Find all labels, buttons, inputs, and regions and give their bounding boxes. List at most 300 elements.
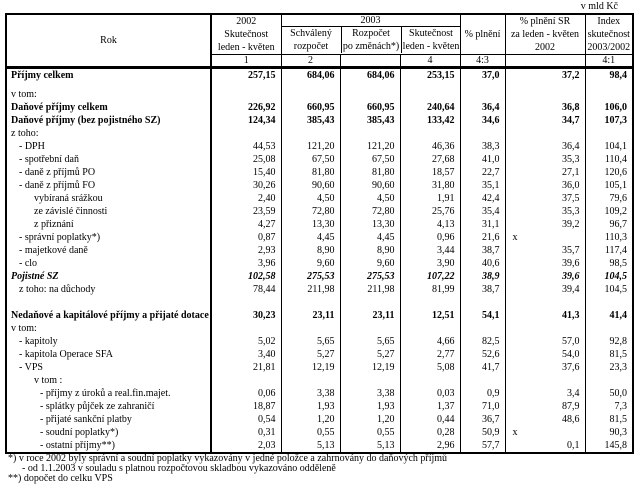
header-2002-line3: leden - květen bbox=[217, 42, 275, 53]
row-value: 96,7 bbox=[585, 218, 633, 231]
table-body bbox=[6, 68, 633, 453]
row-label: Nedaňové a kapitálové příjmy a přijaté dotace bbox=[11, 309, 209, 321]
header-index-l3: 2003/2002 bbox=[587, 42, 631, 53]
header-amended-l1: Rozpočet bbox=[352, 28, 390, 39]
table-row bbox=[6, 68, 633, 88]
row-value bbox=[585, 127, 633, 140]
row-value: 124,34 bbox=[211, 114, 281, 127]
row-value: 120,6 bbox=[585, 166, 633, 179]
row-value: 0,87 bbox=[211, 231, 281, 244]
row-value: 27,68 bbox=[400, 153, 460, 166]
row-value: 8,90 bbox=[281, 244, 340, 257]
row-value: 9,60 bbox=[281, 257, 340, 270]
row-label: - daně z příjmů PO bbox=[19, 166, 96, 178]
row-label: - daně z příjmů FO bbox=[19, 179, 96, 191]
row-value: 36,4 bbox=[460, 101, 505, 114]
row-value: 34,7 bbox=[505, 114, 585, 127]
row-value: 37,2 bbox=[505, 68, 585, 88]
row-value: 37,0 bbox=[460, 68, 505, 88]
row-value bbox=[340, 296, 400, 309]
row-value bbox=[460, 296, 505, 309]
row-value bbox=[340, 127, 400, 140]
row-value: 90,60 bbox=[281, 179, 340, 192]
table-row bbox=[6, 387, 633, 400]
row-value: 1,20 bbox=[340, 413, 400, 426]
row-label: Daňové příjmy (bez pojistného SZ) bbox=[11, 114, 161, 126]
row-label: z toho: bbox=[11, 127, 39, 139]
row-value bbox=[340, 88, 400, 101]
row-value: 18,87 bbox=[211, 400, 281, 413]
table-row bbox=[6, 322, 633, 335]
row-label: - ostatní příjmy**) bbox=[40, 439, 115, 451]
row-value: 257,15 bbox=[211, 68, 281, 88]
row-value: 39,6 bbox=[505, 257, 585, 270]
row-label: - clo bbox=[19, 257, 38, 269]
row-value: 25,76 bbox=[400, 205, 460, 218]
row-value: 226,92 bbox=[211, 101, 281, 114]
header-pct-sr-l2: za leden - květen bbox=[510, 29, 580, 40]
row-value bbox=[211, 296, 281, 309]
row-value: 81,99 bbox=[400, 283, 460, 296]
row-value: 385,43 bbox=[340, 114, 400, 127]
row-value: 41,7 bbox=[460, 361, 505, 374]
row-value: 4,66 bbox=[400, 335, 460, 348]
row-value: 52,6 bbox=[460, 348, 505, 361]
table-row bbox=[6, 413, 633, 426]
row-value: 54,0 bbox=[505, 348, 585, 361]
table-header bbox=[6, 14, 633, 68]
table-row bbox=[6, 309, 633, 322]
row-value: 12,19 bbox=[281, 361, 340, 374]
footnote-1: *) v roce 2002 byly správní a soudní poplatky vykazovány v jedné položce a zahrnovány do daňových příjmů bbox=[8, 453, 448, 464]
row-value: 81,5 bbox=[585, 348, 633, 361]
header-pct-sr-l1: % plnění SR bbox=[519, 16, 571, 27]
row-value: 12,19 bbox=[340, 361, 400, 374]
row-value: 67,50 bbox=[281, 153, 340, 166]
row-value: 41,0 bbox=[460, 153, 505, 166]
row-value bbox=[460, 374, 505, 387]
row-value: 4,50 bbox=[281, 192, 340, 205]
row-label: v tom: bbox=[11, 88, 37, 100]
header-approved-l2: rozpočet bbox=[293, 41, 329, 52]
unit-label: v mld Kč bbox=[580, 1, 618, 12]
row-value: 13,30 bbox=[281, 218, 340, 231]
header-pct-fulfilled: % plnění bbox=[460, 14, 505, 55]
row-value: 211,98 bbox=[281, 283, 340, 296]
row-value: 110,4 bbox=[585, 153, 633, 166]
row-value: 36,7 bbox=[460, 413, 505, 426]
row-value: 3,90 bbox=[400, 257, 460, 270]
row-value: 3,40 bbox=[211, 348, 281, 361]
row-value: 275,53 bbox=[281, 270, 340, 283]
row-value: 35,3 bbox=[505, 153, 585, 166]
row-value: 38,3 bbox=[460, 140, 505, 153]
row-value bbox=[585, 322, 633, 335]
row-value: 3,4 bbox=[505, 387, 585, 400]
row-value: 660,95 bbox=[340, 101, 400, 114]
row-value bbox=[281, 322, 340, 335]
row-value: 145,8 bbox=[585, 439, 633, 453]
row-value: 5,65 bbox=[281, 335, 340, 348]
row-value bbox=[460, 322, 505, 335]
row-value: 104,5 bbox=[585, 270, 633, 283]
table-row bbox=[6, 348, 633, 361]
table-row bbox=[6, 101, 633, 114]
header-2003-actual-l2: leden - květen bbox=[402, 41, 460, 52]
table-row bbox=[6, 296, 633, 309]
row-value: 1,20 bbox=[281, 413, 340, 426]
row-value bbox=[281, 127, 340, 140]
header-rok: Rok bbox=[6, 14, 211, 68]
row-value: 72,80 bbox=[340, 205, 400, 218]
row-label: Pojistné SZ bbox=[11, 270, 59, 282]
row-value: 37,5 bbox=[505, 192, 585, 205]
row-value: 7,3 bbox=[585, 400, 633, 413]
row-value bbox=[211, 88, 281, 101]
row-value: 22,7 bbox=[460, 166, 505, 179]
row-value bbox=[505, 322, 585, 335]
row-value: 105,1 bbox=[585, 179, 633, 192]
row-label: - kapitoly bbox=[19, 335, 58, 347]
row-value bbox=[400, 127, 460, 140]
row-value: 92,8 bbox=[585, 335, 633, 348]
row-value bbox=[505, 296, 585, 309]
table-row bbox=[6, 361, 633, 374]
row-value: 36,8 bbox=[505, 101, 585, 114]
row-value: 4,45 bbox=[281, 231, 340, 244]
row-value: 34,6 bbox=[460, 114, 505, 127]
row-value: 4,50 bbox=[340, 192, 400, 205]
row-value: 38,7 bbox=[460, 244, 505, 257]
row-value bbox=[585, 296, 633, 309]
table-row bbox=[6, 374, 633, 387]
table-row bbox=[6, 205, 633, 218]
row-value: 21,6 bbox=[460, 231, 505, 244]
row-value: 39,4 bbox=[505, 283, 585, 296]
col-number: 4:3 bbox=[460, 55, 505, 68]
row-value: 21,81 bbox=[211, 361, 281, 374]
table-row bbox=[6, 400, 633, 413]
row-label: v tom: bbox=[11, 322, 37, 334]
row-value: 0,28 bbox=[400, 426, 460, 439]
header-approved-budget bbox=[282, 27, 341, 53]
row-value: 0,31 bbox=[211, 426, 281, 439]
row-value: 18,57 bbox=[400, 166, 460, 179]
row-value: 54,1 bbox=[460, 309, 505, 322]
row-value: x bbox=[505, 231, 585, 244]
row-value bbox=[505, 374, 585, 387]
row-value: 41,3 bbox=[505, 309, 585, 322]
row-value: 38,9 bbox=[460, 270, 505, 283]
row-value: 90,60 bbox=[340, 179, 400, 192]
row-value: 0,96 bbox=[400, 231, 460, 244]
table-row bbox=[6, 140, 633, 153]
row-label: z toho: na důchody bbox=[19, 283, 96, 295]
row-value: 35,1 bbox=[460, 179, 505, 192]
row-value: 2,77 bbox=[400, 348, 460, 361]
footnotes bbox=[8, 454, 447, 484]
row-value: 44,53 bbox=[211, 140, 281, 153]
header-2003-group bbox=[281, 14, 460, 55]
row-value: 684,06 bbox=[281, 68, 340, 88]
row-value: 133,42 bbox=[400, 114, 460, 127]
row-label: v tom : bbox=[34, 374, 63, 386]
row-value: 0,1 bbox=[505, 439, 585, 453]
row-label: - kapitola Operace SFA bbox=[19, 348, 113, 360]
row-value: 107,22 bbox=[400, 270, 460, 283]
row-value: 87,9 bbox=[505, 400, 585, 413]
header-row bbox=[6, 14, 633, 55]
header-index-l1: Index bbox=[597, 16, 621, 27]
row-value: 117,4 bbox=[585, 244, 633, 257]
row-value: 0,06 bbox=[211, 387, 281, 400]
col-number: 4 bbox=[400, 55, 460, 68]
row-value: 121,20 bbox=[340, 140, 400, 153]
row-value: 3,44 bbox=[400, 244, 460, 257]
row-value: 46,36 bbox=[400, 140, 460, 153]
table-row bbox=[6, 283, 633, 296]
row-value: 35,7 bbox=[505, 244, 585, 257]
row-value: 42,4 bbox=[460, 192, 505, 205]
header-amended-budget bbox=[341, 27, 401, 53]
row-value: 5,02 bbox=[211, 335, 281, 348]
row-value: 27,1 bbox=[505, 166, 585, 179]
row-value: 2,03 bbox=[211, 439, 281, 453]
row-value: 67,50 bbox=[340, 153, 400, 166]
row-value: 35,4 bbox=[460, 205, 505, 218]
col-number bbox=[505, 55, 585, 68]
row-value: 4,13 bbox=[400, 218, 460, 231]
row-value bbox=[505, 88, 585, 101]
header-2003-actual-l1: Skutečnost bbox=[409, 28, 453, 39]
row-value: 12,51 bbox=[400, 309, 460, 322]
col-number: 4:1 bbox=[585, 55, 633, 68]
row-value bbox=[460, 88, 505, 101]
table-row bbox=[6, 127, 633, 140]
row-value: 106,0 bbox=[585, 101, 633, 114]
row-value: 5,27 bbox=[281, 348, 340, 361]
row-value: 71,0 bbox=[460, 400, 505, 413]
row-value: 0,44 bbox=[400, 413, 460, 426]
table-row bbox=[6, 426, 633, 439]
header-2002-actual bbox=[211, 14, 281, 55]
col-number: 1 bbox=[211, 55, 281, 68]
row-value: 57,7 bbox=[460, 439, 505, 453]
row-value: 0,55 bbox=[340, 426, 400, 439]
row-value: 253,15 bbox=[400, 68, 460, 88]
row-value: 79,6 bbox=[585, 192, 633, 205]
row-value: 9,60 bbox=[340, 257, 400, 270]
header-index-l2: skutečnost bbox=[587, 29, 630, 40]
header-2003-subcolumns bbox=[282, 27, 460, 53]
row-value bbox=[340, 374, 400, 387]
row-label: vybíraná srážkou bbox=[34, 192, 103, 204]
header-pct-sr-l3: 2002 bbox=[535, 42, 555, 53]
row-label: z přiznání bbox=[34, 218, 74, 230]
row-value: 23,3 bbox=[585, 361, 633, 374]
col-number bbox=[340, 55, 400, 68]
row-value: 5,13 bbox=[281, 439, 340, 453]
row-value: 104,1 bbox=[585, 140, 633, 153]
row-value: 2,96 bbox=[400, 439, 460, 453]
row-value: 5,08 bbox=[400, 361, 460, 374]
row-value: 1,93 bbox=[281, 400, 340, 413]
table-row bbox=[6, 270, 633, 283]
row-value bbox=[281, 88, 340, 101]
row-value bbox=[211, 127, 281, 140]
table-row bbox=[6, 114, 633, 127]
row-value: 40,6 bbox=[460, 257, 505, 270]
footnote-3: **) dopočet do celku VPS bbox=[8, 473, 113, 484]
row-label: Daňové příjmy celkem bbox=[11, 101, 108, 113]
row-value: 37,6 bbox=[505, 361, 585, 374]
row-label bbox=[6, 296, 211, 309]
table-row bbox=[6, 231, 633, 244]
row-label: - majetkové daně bbox=[19, 244, 88, 256]
row-value: 78,44 bbox=[211, 283, 281, 296]
row-value bbox=[460, 127, 505, 140]
table-row bbox=[6, 244, 633, 257]
footnote-2: - od 1.1.2003 v souladu s platnou rozpočtovou skladbou vykazováno odděleně bbox=[22, 463, 336, 474]
row-label: - VPS bbox=[19, 361, 43, 373]
row-value: 104,5 bbox=[585, 283, 633, 296]
row-value: 4,45 bbox=[340, 231, 400, 244]
row-value: 98,4 bbox=[585, 68, 633, 88]
row-value: 211,98 bbox=[340, 283, 400, 296]
row-label: - spotřební daň bbox=[19, 153, 79, 165]
header-2002-year: 2002 bbox=[236, 16, 257, 27]
row-value: 98,5 bbox=[585, 257, 633, 270]
row-value: 90,3 bbox=[585, 426, 633, 439]
row-value: 81,5 bbox=[585, 413, 633, 426]
row-label: - přijaté sankční platby bbox=[40, 413, 132, 425]
row-value: 107,3 bbox=[585, 114, 633, 127]
row-value: 23,11 bbox=[281, 309, 340, 322]
row-value: 81,80 bbox=[340, 166, 400, 179]
header-approved-l1: Schválený bbox=[290, 28, 332, 39]
header-pct-sr-2002 bbox=[505, 14, 585, 55]
row-value: 30,23 bbox=[211, 309, 281, 322]
row-value: 36,4 bbox=[505, 140, 585, 153]
table-row bbox=[6, 179, 633, 192]
row-value: 39,2 bbox=[505, 218, 585, 231]
row-value: 121,20 bbox=[281, 140, 340, 153]
header-2003-actual bbox=[401, 27, 461, 53]
row-value: 3,96 bbox=[211, 257, 281, 270]
table-row bbox=[6, 439, 633, 453]
row-value bbox=[400, 374, 460, 387]
row-value: 8,90 bbox=[340, 244, 400, 257]
row-value: 72,80 bbox=[281, 205, 340, 218]
row-label: ze závislé činnosti bbox=[34, 205, 108, 217]
row-label: - DPH bbox=[19, 140, 45, 152]
row-value: 5,65 bbox=[340, 335, 400, 348]
row-value: 50,9 bbox=[460, 426, 505, 439]
row-value: 110,3 bbox=[585, 231, 633, 244]
row-value: 25,08 bbox=[211, 153, 281, 166]
row-value: 684,06 bbox=[340, 68, 400, 88]
row-value: 81,80 bbox=[281, 166, 340, 179]
header-amended-l2: po změnách*) bbox=[342, 41, 400, 52]
row-value: x bbox=[505, 426, 585, 439]
row-value: 31,80 bbox=[400, 179, 460, 192]
table-row bbox=[6, 218, 633, 231]
table-row bbox=[6, 166, 633, 179]
row-value: 48,6 bbox=[505, 413, 585, 426]
row-value: 41,4 bbox=[585, 309, 633, 322]
row-value bbox=[400, 322, 460, 335]
row-value: 2,93 bbox=[211, 244, 281, 257]
row-value: 36,0 bbox=[505, 179, 585, 192]
row-value: 385,43 bbox=[281, 114, 340, 127]
row-value: 1,91 bbox=[400, 192, 460, 205]
row-value: 4,27 bbox=[211, 218, 281, 231]
header-2002-line2: Skutečnost bbox=[224, 29, 269, 40]
row-value: 50,0 bbox=[585, 387, 633, 400]
row-value: 31,1 bbox=[460, 218, 505, 231]
row-label: - soudní poplatky*) bbox=[40, 426, 119, 438]
row-value: 13,30 bbox=[340, 218, 400, 231]
row-value: 109,2 bbox=[585, 205, 633, 218]
row-value: 5,13 bbox=[340, 439, 400, 453]
row-value: 5,27 bbox=[340, 348, 400, 361]
row-value: 660,95 bbox=[281, 101, 340, 114]
row-value bbox=[281, 296, 340, 309]
row-value bbox=[211, 322, 281, 335]
row-value bbox=[211, 374, 281, 387]
row-value: 1,93 bbox=[340, 400, 400, 413]
header-index bbox=[585, 14, 633, 55]
table-row bbox=[6, 335, 633, 348]
row-value bbox=[505, 127, 585, 140]
row-label: - splátky půjček ze zahraničí bbox=[40, 400, 155, 412]
row-value: 23,59 bbox=[211, 205, 281, 218]
row-value: 57,0 bbox=[505, 335, 585, 348]
row-value: 3,38 bbox=[281, 387, 340, 400]
table-row bbox=[6, 192, 633, 205]
row-value: 39,6 bbox=[505, 270, 585, 283]
row-value: 35,3 bbox=[505, 205, 585, 218]
row-value: 0,55 bbox=[281, 426, 340, 439]
row-value: 15,40 bbox=[211, 166, 281, 179]
row-value: 0,54 bbox=[211, 413, 281, 426]
budget-table bbox=[5, 13, 634, 454]
table-row bbox=[6, 88, 633, 101]
table-row bbox=[6, 153, 633, 166]
row-value bbox=[585, 374, 633, 387]
row-label: - příjmy z úroků a real.fin.majet. bbox=[40, 387, 171, 399]
row-value bbox=[585, 88, 633, 101]
row-value: 0,03 bbox=[400, 387, 460, 400]
row-value: 1,37 bbox=[400, 400, 460, 413]
row-value: 38,7 bbox=[460, 283, 505, 296]
row-value: 102,58 bbox=[211, 270, 281, 283]
row-value bbox=[340, 322, 400, 335]
row-value: 82,5 bbox=[460, 335, 505, 348]
row-label: Příjmy celkem bbox=[11, 70, 74, 81]
table-row bbox=[6, 257, 633, 270]
row-value: 23,11 bbox=[340, 309, 400, 322]
row-value bbox=[400, 88, 460, 101]
row-value: 30,26 bbox=[211, 179, 281, 192]
row-value: 2,40 bbox=[211, 192, 281, 205]
col-number: 2 bbox=[281, 55, 340, 68]
row-value: 0,9 bbox=[460, 387, 505, 400]
row-value: 240,64 bbox=[400, 101, 460, 114]
row-label: - správní poplatky*) bbox=[19, 231, 101, 243]
row-value bbox=[400, 296, 460, 309]
row-value: 3,38 bbox=[340, 387, 400, 400]
